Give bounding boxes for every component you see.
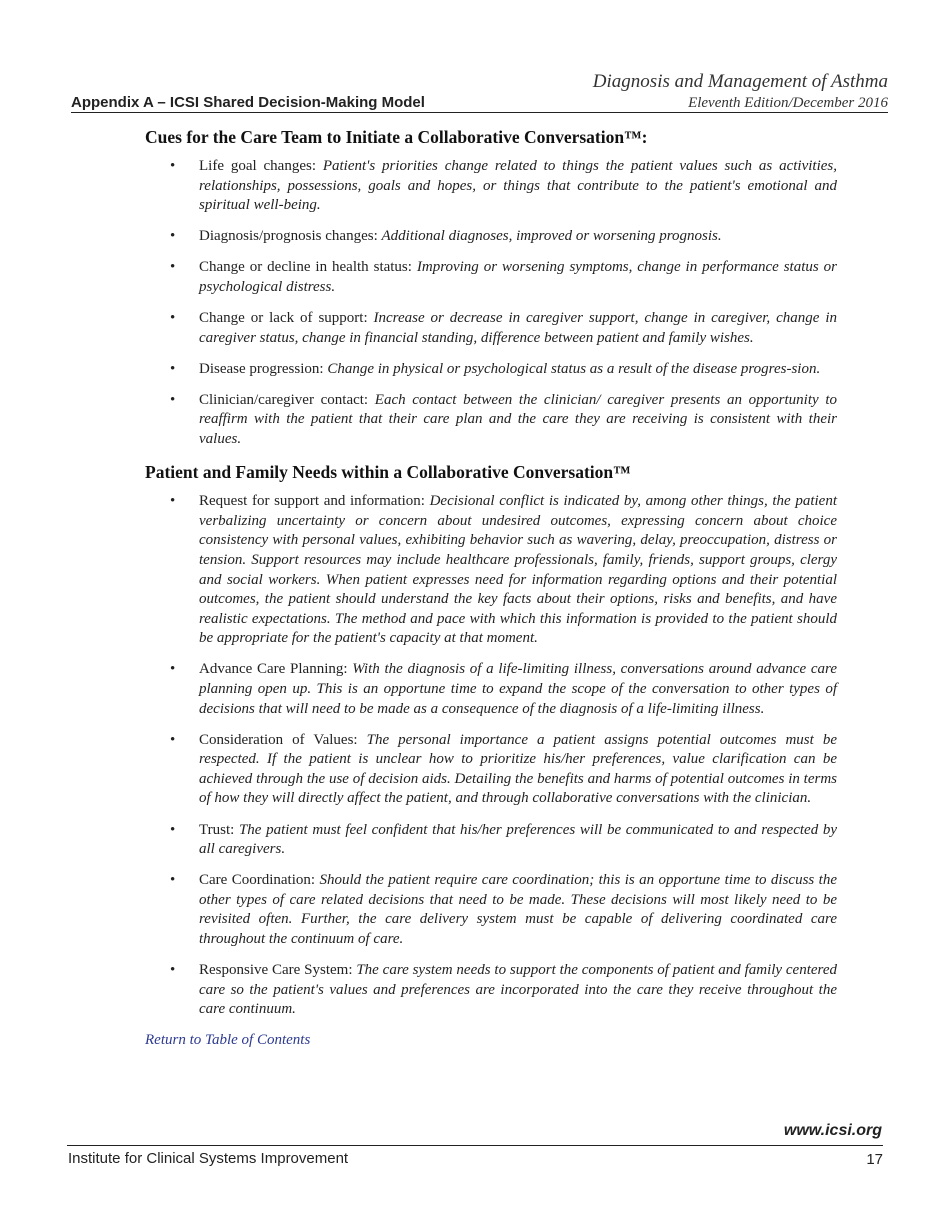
list-item bbox=[145, 821, 837, 860]
page-number: 17 bbox=[866, 1151, 883, 1168]
item-description: Should the patient require care coordination; this is an opportune time to discuss the other types of care related decisions that need to be made. These decisions will most likely need to be revisited often. Further, the care delivery system must be capable of delivering coordinated care throughout the continuum of care. bbox=[199, 872, 837, 947]
item-label: Change or decline in health status: bbox=[199, 259, 417, 276]
item-label: Request for support and information: bbox=[199, 493, 430, 510]
needs-list bbox=[145, 492, 837, 1020]
item-description: Patient's priorities change related to things the patient values such as activities, relationships, possessions, goals and hopes, or things that contribute to the patient's emotional and spiritual well-being. bbox=[199, 158, 837, 214]
bullet-icon: • bbox=[170, 310, 176, 327]
bullet-icon: • bbox=[170, 962, 176, 979]
item-label: Diagnosis/prognosis changes: bbox=[199, 228, 382, 245]
item-description: Additional diagnoses, improved or worsening prognosis. bbox=[381, 228, 722, 245]
bullet-icon: • bbox=[170, 360, 176, 377]
item-label: Change or lack of support: bbox=[199, 310, 374, 327]
bullet-icon: • bbox=[170, 661, 176, 678]
cues-list bbox=[145, 157, 837, 450]
item-label: Advance Care Planning: bbox=[199, 661, 353, 678]
list-item bbox=[145, 871, 837, 949]
bullet-icon: • bbox=[170, 821, 176, 838]
document-title: Diagnosis and Management of Asthma bbox=[592, 71, 888, 92]
item-description: Decisional conflict is indicated by, among other things, the patient verbalizing uncertainty or concern about undesired outcomes, expressing concern about choice consistency with personal values, exhibiting behavior such as wavering, delay, preoccupation, distress or tension. Support resources may include healthcare professionals, family, friends, support groups, clergy and social workers. When patient expresses need for information regarding options and their potential outcomes, the patient should understand the key facts about their options, risks and benefits, and have realistic expectations. The method and pace with which this information is provided to the patient should be appropriate for the patient's capacity at that moment. bbox=[199, 493, 837, 647]
section-heading-cues: Cues for the Care Team to Initiate a Collaborative Conversation™: bbox=[145, 127, 648, 147]
item-label: Life goal changes: bbox=[199, 158, 323, 174]
return-to-toc-link[interactable]: Return to Table of Contents bbox=[145, 1032, 311, 1049]
item-description: The personal importance a patient assigns potential outcomes must be respected. If the patient is unclear how to prioritize his/her preferences, value clarification can be achieved through the use of decision aids. Detailing the benefits and harms of potential outcomes in terms of how they will directly affect the patient, and through collaborative conversations with the clinician. bbox=[199, 731, 837, 807]
document-edition: Eleventh Edition/December 2016 bbox=[688, 95, 888, 111]
item-label: Trust: bbox=[199, 821, 239, 838]
list-item bbox=[145, 309, 837, 348]
item-description: Improving or worsening symptoms, change in performance status or psychological distress. bbox=[199, 259, 837, 295]
item-label: Disease progression: bbox=[199, 360, 328, 377]
section-heading-needs: Patient and Family Needs within a Collaborative Conversation™ bbox=[145, 462, 631, 483]
organization-name: Institute for Clinical Systems Improvement bbox=[68, 1150, 349, 1167]
item-label: Care Coordination: bbox=[199, 872, 320, 889]
item-description: The care system needs to support the components of patient and family centered care so the patient's values and preferences are incorporated into the care they receive throughout the care continuum. bbox=[199, 962, 837, 1018]
page-header bbox=[71, 70, 888, 113]
item-description: Increase or decrease in caregiver support, change in caregiver, change in caregiver status, change in financial standing, difference between patient and family wishes. bbox=[199, 310, 837, 346]
appendix-title: Appendix A – ICSI Shared Decision-Making Model bbox=[71, 94, 425, 111]
footer-divider bbox=[67, 1145, 883, 1146]
bullet-icon: • bbox=[170, 391, 176, 408]
item-description: Each contact between the clinician/ caregiver presents an opportunity to reaffirm with the patient that their care plan and the care they are receiving is consistent with their values. bbox=[199, 391, 837, 448]
item-label: Responsive Care System: bbox=[199, 962, 357, 979]
item-label: Consideration of Values: bbox=[199, 731, 367, 748]
list-item bbox=[145, 227, 837, 247]
bullet-icon: • bbox=[170, 872, 176, 889]
list-item bbox=[145, 492, 837, 649]
bullet-icon: • bbox=[170, 731, 176, 748]
list-item bbox=[145, 961, 837, 1020]
bullet-icon: • bbox=[170, 158, 176, 174]
list-item bbox=[145, 360, 837, 380]
item-description: With the diagnosis of a life-limiting illness, conversations around advance care planning open up. This is an opportune time to expand the scope of the conversation to other types of decisions that will need to be made as a consequence of the diagnosis of a life-limiting illness. bbox=[199, 661, 837, 717]
main-content bbox=[145, 126, 837, 1049]
item-label: Clinician/caregiver contact: bbox=[199, 391, 375, 408]
bullet-icon: • bbox=[170, 228, 176, 245]
list-item bbox=[145, 157, 837, 216]
list-item bbox=[145, 391, 837, 450]
bullet-icon: • bbox=[170, 259, 176, 276]
item-description: The patient must feel confident that his/her preferences will be communicated to and respected by all caregivers. bbox=[199, 821, 837, 858]
website-url: www.icsi.org bbox=[783, 1122, 882, 1139]
list-item bbox=[145, 731, 837, 809]
item-description: Change in physical or psychological status as a result of the disease progres-sion. bbox=[327, 360, 821, 377]
list-item bbox=[145, 660, 837, 719]
list-item bbox=[145, 258, 837, 297]
document-title-block bbox=[593, 70, 888, 112]
bullet-icon: • bbox=[170, 493, 176, 510]
